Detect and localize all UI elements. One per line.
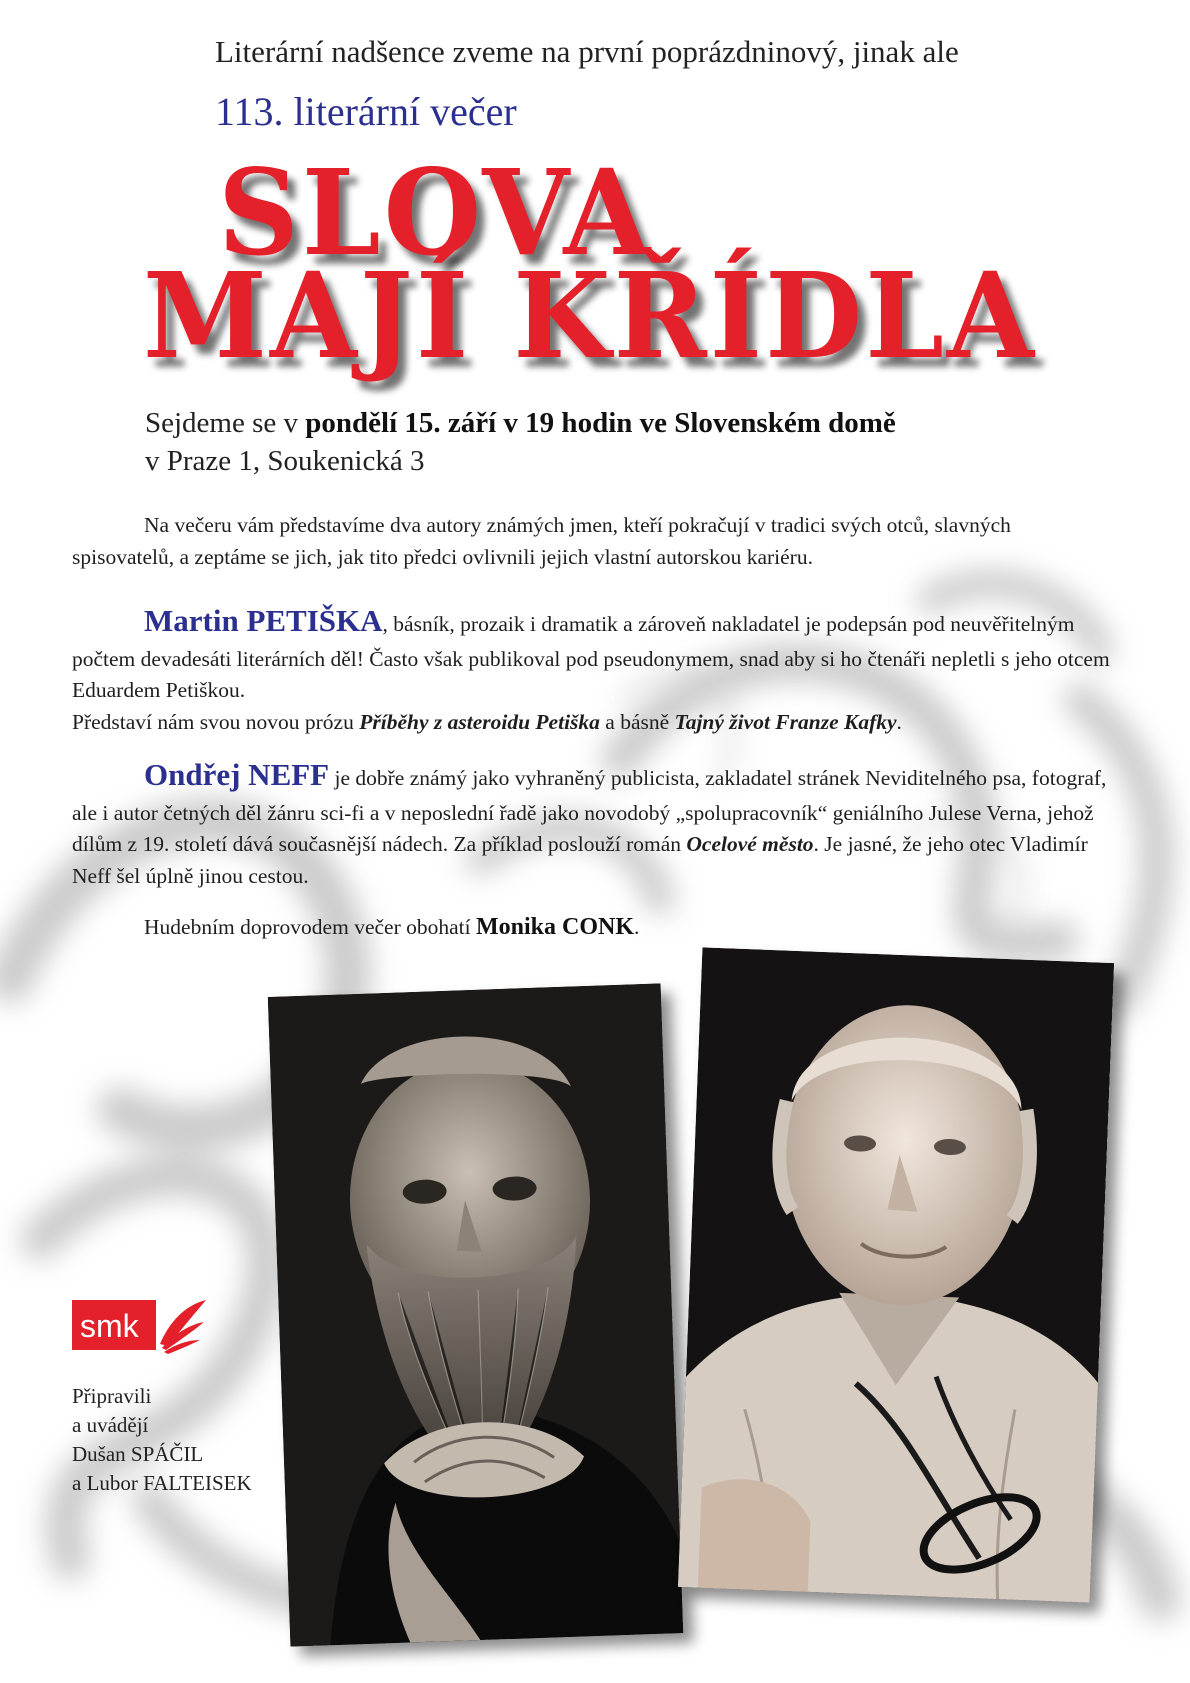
author1-book2: Tajný život Franze Kafky	[674, 709, 897, 734]
music-name: Monika CONK	[475, 914, 634, 940]
author1-name: Martin PETIŠKA	[144, 603, 383, 638]
author1-text3: a básně	[599, 709, 675, 734]
title-line-2: MAJÍ KŘÍDLA	[143, 248, 1037, 386]
credits-line-4: a Lubor FALTEISEK	[72, 1470, 252, 1495]
portrait-photo-neff	[678, 947, 1114, 1602]
author1-text2: Představí nám svou novou prózu	[72, 709, 360, 734]
music-end: .	[634, 915, 640, 939]
author2-paragraph	[72, 752, 1112, 892]
author1-text4: .	[896, 709, 902, 734]
portrait-photo-petiska	[268, 983, 683, 1646]
meeting-info	[145, 405, 896, 480]
music-text: Hudebním doprovodem večer obohatí	[144, 915, 476, 939]
music-paragraph	[72, 910, 1112, 945]
author2-text2: . Je jasné, že jeho otec Vladimír Neff šel úplně jinou cestou.	[72, 832, 1088, 888]
evening-number: 113. literární večer	[215, 89, 517, 134]
title-line-1: SLOVA	[218, 145, 654, 283]
meeting-prefix: Sejdeme se v	[145, 407, 306, 439]
meeting-when-where: pondělí 15. září v 19 hodin ve Slovenském domě	[305, 407, 896, 439]
author2-book: Ocelové město	[686, 832, 814, 857]
credits-line-3: Dušan SPÁČIL	[72, 1441, 204, 1466]
credits-line-1: Připravili	[72, 1384, 152, 1408]
author1-book1: Příběhy z asteroidu Petiška	[359, 709, 600, 734]
author2-text1: je dobře známý jako vyhraněný publicista, zakladatel stránek Neviditelného psa, fotograf, ale i autor četných děl žánru sci-fi a v neposlední řadě jako novodobý „spolupracovník“ geniálního Julese Verna, jehož dílům z 19. století dává současnější nádech. Za příklad poslouží román	[72, 766, 1107, 857]
author1-text1: , básník, prozaik i dramatik a zároveň nakladatel je podepsán pod neuvěřitelným počtem devadesáti literárních děl! Často však publikoval pod pseudonymem, snad aby si ho čtenáři nepletli s jeho otcem Eduardem Petiškou.	[72, 612, 1110, 703]
author1-paragraph	[72, 598, 1112, 738]
intro-paragraph	[72, 510, 1112, 573]
smk-logo	[72, 1296, 207, 1359]
credits	[72, 1382, 252, 1498]
intro-line: Literární nadšence zveme na první poprázdninový, jinak ale	[215, 34, 959, 69]
credits-line-2: a uvádějí	[72, 1412, 149, 1437]
intro-paragraph-text: Na večeru vám představíme dva autory známých jmen, kteří pokračují v tradici svých otců, slavných spisovatelů, a zeptáme se jich, jak tito předci ovlivnili jejich vlastní autorskou kariéru.	[72, 513, 1011, 569]
meeting-address: v Praze 1, Soukenická 3	[145, 444, 425, 477]
author2-name: Ondřej NEFF	[144, 757, 330, 792]
smk-logo-text: smk	[80, 1308, 139, 1344]
